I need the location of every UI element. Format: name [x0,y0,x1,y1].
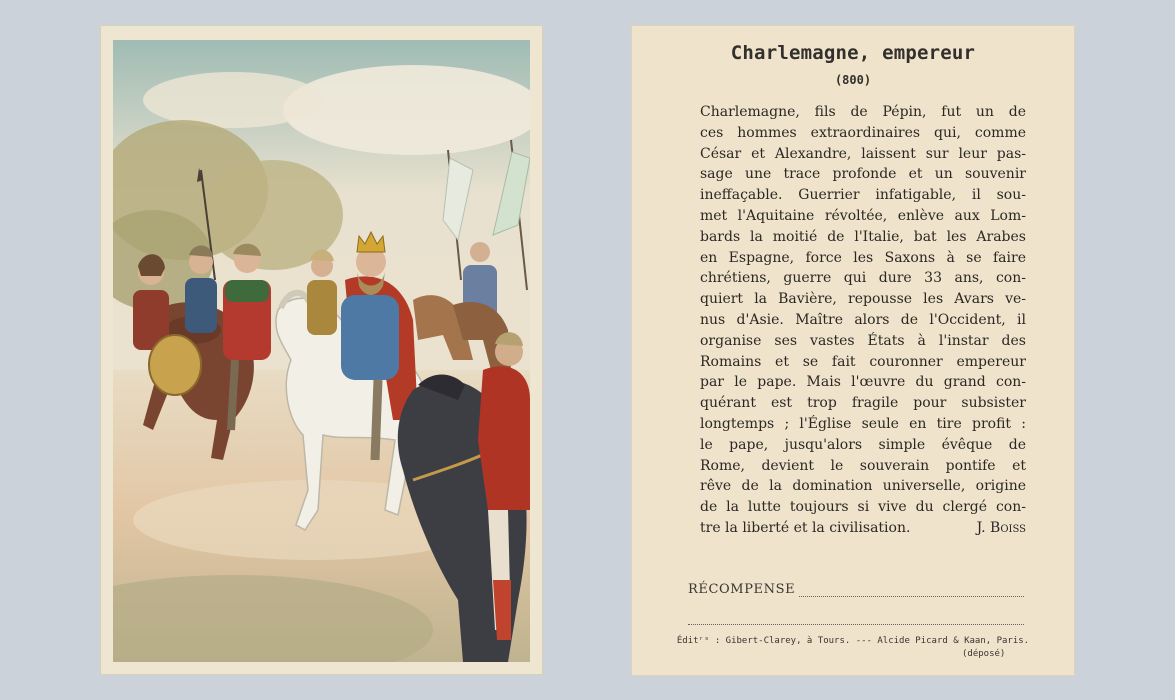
text-line: par le pape. Mais l'œuvre du grand con- [700,374,1026,391]
text-line: longtemps ; l'Église seule en tire profit : [700,415,1026,432]
front-card [101,26,542,674]
text-line: met l'Aquitaine révoltée, enlève aux Lom- [700,207,1026,224]
biography-text [700,102,1026,539]
card-title: Charlemagne, empereur [730,42,976,64]
text-line: Rome, devient le souverain pontife et [700,457,1026,474]
back-card [632,26,1074,675]
dotted-line [688,624,1024,625]
recompense-dotted-line [799,586,1024,597]
text-line: de la lutte toujours si vive du clergé con- [700,499,1026,516]
card-year: (800) [834,73,872,87]
recompense-label: RÉCOMPENSE [688,582,796,597]
text-line: rêve de la domination universelle, origine [700,478,1026,495]
text-line: ces hommes extraordinaires qui, comme [700,124,1026,141]
text-line: le pape, jusqu'alors simple évêque de [700,436,1026,453]
text-line: bards la moitié de l'Italie, bat les Arabes [700,228,1026,245]
charlemagne-illustration [113,40,530,662]
text-line: Romains et se fait couronner empereur [700,353,1026,370]
text-line: chrétiens, guerre qui dure 33 ans, con- [700,270,1026,287]
text-line: tre la liberté et la civilisation. [700,519,911,536]
text-line: organise ses vastes États à l'instar des [700,332,1026,349]
editor-credit: Éditʳˢ : Gibert-Clarey, à Tours. --- Alcide Picard & Kaan, Paris. [676,636,1030,646]
text-line: César et Alexandre, laissent sur leur pas- [700,145,1026,162]
text-line: ineffaçable. Guerrier infatigable, il sou- [700,187,1026,204]
text-line: quérant est trop fragile pour subsister [700,395,1026,412]
text-line: en Espagne, force les Saxons à se faire [700,249,1026,266]
text-line-last [700,518,1026,539]
text-line: nus d'Asie. Maître alors de l'Occident, il [700,311,1026,328]
text-line: sage une trace profonde et un souvenir [700,166,1026,183]
recompense-field [688,582,1024,597]
text-line: quiert la Bavière, repousse les Avars ve- [700,291,1026,308]
signature: J. Boiss [976,519,1026,536]
depose-note: (déposé) [962,649,1006,659]
text-line: Charlemagne, fils de Pépin, fut un de [700,104,1026,120]
